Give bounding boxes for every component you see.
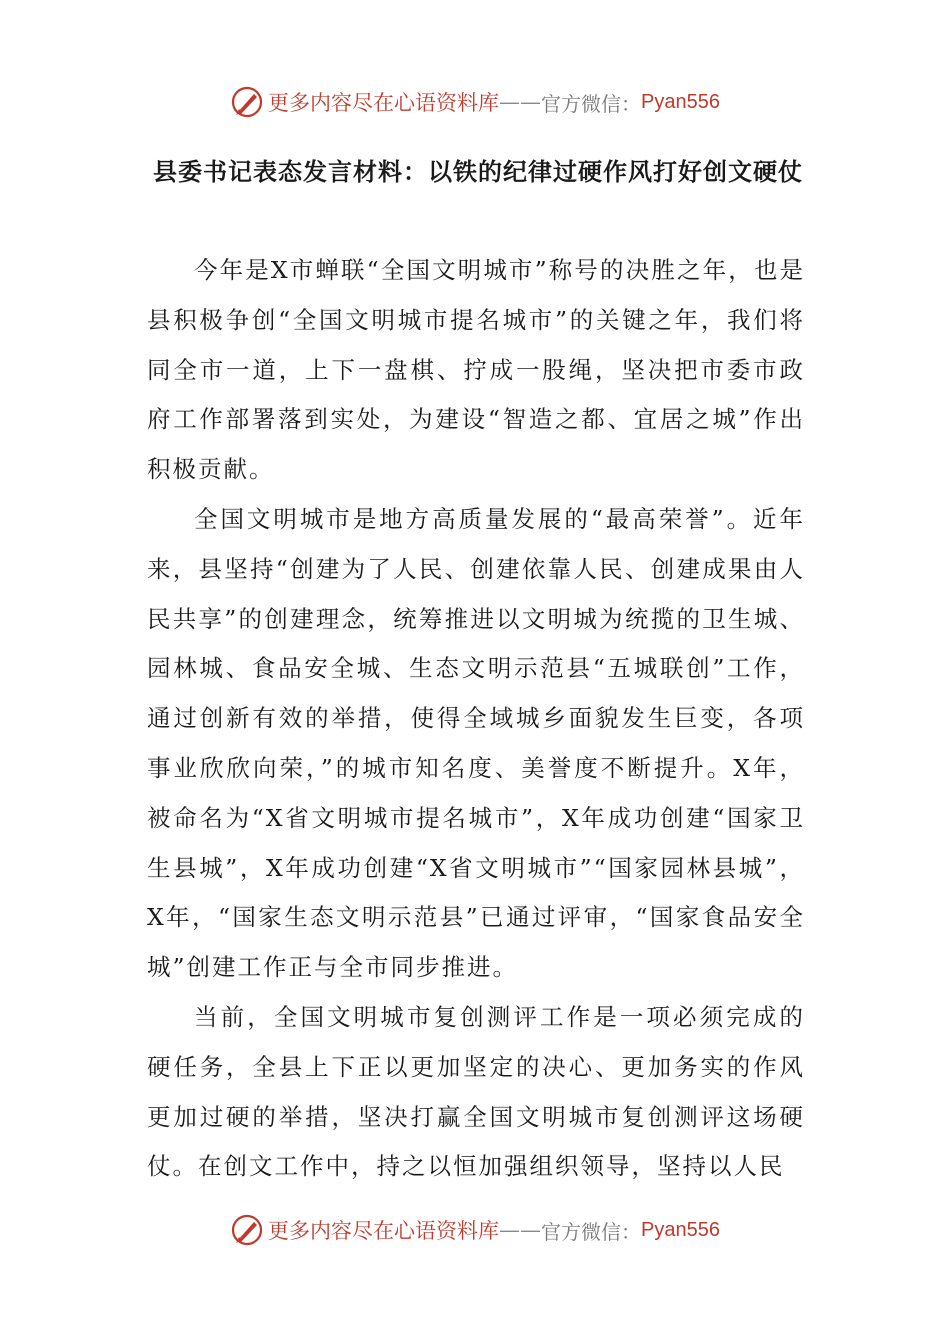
quill-logo-icon [230, 1213, 264, 1247]
banner-text: 更多内容尽在心语资料库 [268, 91, 500, 115]
banner-separator: —— [499, 90, 542, 114]
document-body [147, 246, 805, 1192]
banner-separator: —— [499, 1218, 542, 1242]
banner-wechat-id: Pyan556 [641, 1218, 720, 1241]
banner-wechat-id: Pyan556 [641, 90, 720, 113]
paragraph: 今年是X市蝉联“全国文明城市”称号的决胜之年，也是县积极争创“全国文明城市提名城市”的关键之年，我们将同全市一道，上下一盘棋、拧成一股绳，坚决把市委市政府工作部署落到实处，为建设“智造之都、宜居之城”作出积极贡献。 [147, 256, 805, 484]
banner-text: 更多内容尽在心语资料库 [268, 1219, 500, 1243]
paragraph: 全国文明城市是地方高质量发展的“最高荣誉”。近年来，县坚持“创建为了人民、创建依靠人民、创建成果由人民共享”的创建理念，统筹推进以文明城为统揽的卫生城、园林城、食品安全城、生态文明示范县“五城联创”工作，通过创新有效的举措，使得全域城乡面貌发生巨变，各项事业欣欣向荣，”的城市知名度、美誉度不断提升。X年，被命名为“X省文明城市提名城市”，X年成功创建“国家卫生县城”，X年成功创建“X省文明城市”“国家园林县城”，X年，“国家生态文明示范县”已通过评审，“国家食品安全城”创建工作正与全市同步推进。 [147, 504, 805, 982]
document-title: 县委书记表态发言材料：以铁的纪律过硬作风打好创文硬仗 [153, 158, 803, 186]
quill-logo-icon [230, 85, 264, 119]
banner-label: 官方微信： [541, 91, 642, 116]
footer-banner [0, 1210, 950, 1250]
header-banner [0, 82, 950, 122]
banner-label: 官方微信： [541, 1219, 642, 1244]
paragraph: 当前，全国文明城市复创测评工作是一项必须完成的硬任务，全县上下正以更加坚定的决心、更加务实的作风更加过硬的举措，坚决打赢全国文明城市复创测评这场硬仗。在创文工作中，持之以恒加强组织领导，坚持以人民 [147, 1002, 805, 1181]
